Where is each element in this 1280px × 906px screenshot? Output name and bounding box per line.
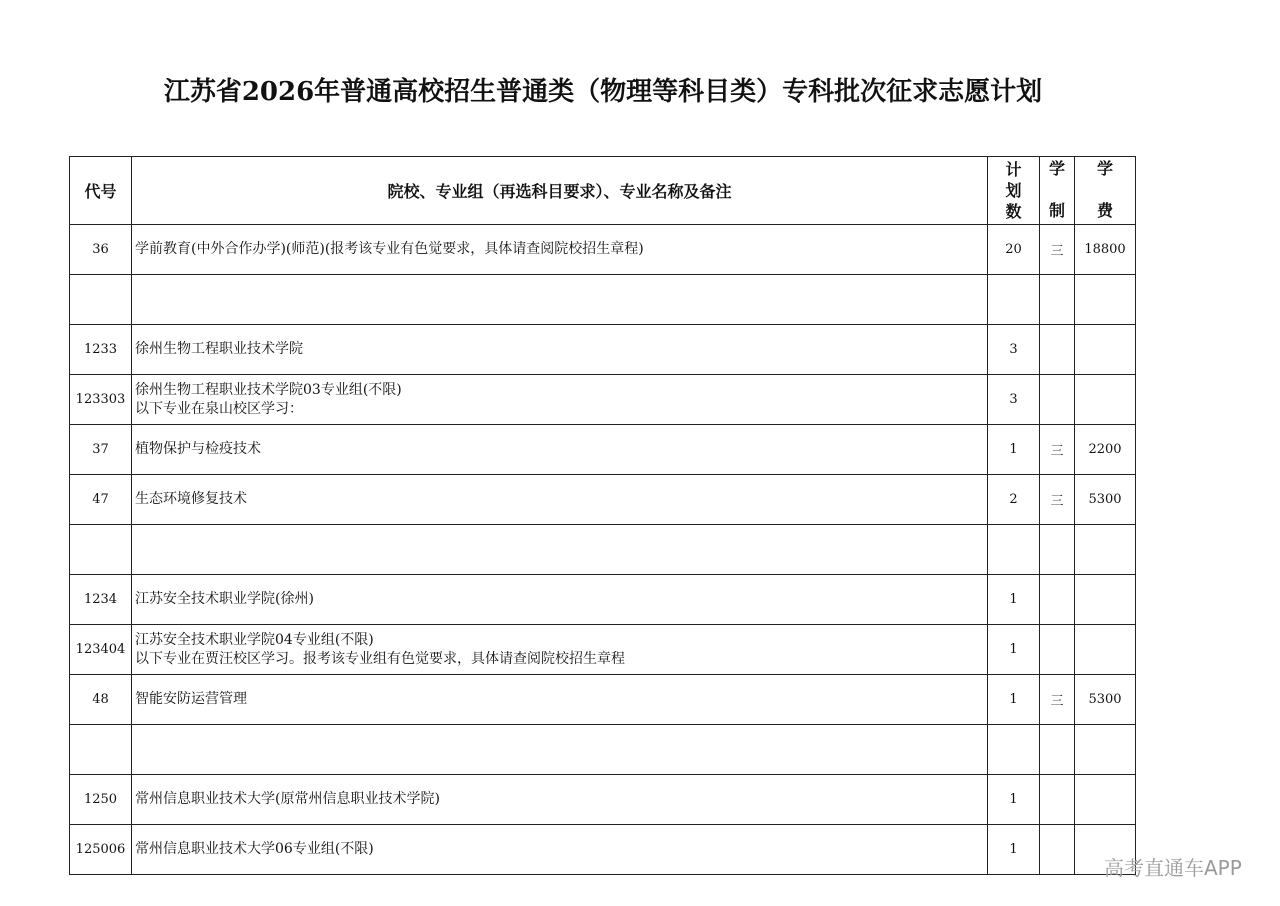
cell-plan: 1 <box>988 575 1040 625</box>
header-fee-char: 学 <box>1096 159 1113 178</box>
cell-name-line: 徐州生物工程职业技术学院03专业组(不限) <box>135 381 402 398</box>
header-plan-char: 数 <box>1005 202 1022 221</box>
cell-name-line: 学前教育(中外合作办学)(师范)(报考该专业有色觉要求，具体请查阅院校招生章程) <box>135 241 644 257</box>
cell-years <box>1040 325 1075 375</box>
cell-code: 1233 <box>70 325 132 375</box>
cell-name-line: 江苏安全技术职业学院04专业组(不限) <box>135 631 374 648</box>
cell-name <box>132 275 988 325</box>
cell-code <box>70 725 132 775</box>
cell-name-line: 常州信息职业技术大学06专业组(不限) <box>135 841 374 857</box>
cell-years <box>1040 625 1075 675</box>
cell-name-line: 生态环境修复技术 <box>135 491 247 507</box>
table-row <box>70 225 1136 275</box>
cell-name <box>132 675 988 725</box>
header-plan <box>988 157 1040 225</box>
cell-years: 三 <box>1040 475 1075 525</box>
cell-fee: 5300 <box>1075 675 1136 725</box>
cell-fee: 18800 <box>1075 225 1136 275</box>
cell-years <box>1040 575 1075 625</box>
cell-plan: 2 <box>988 475 1040 525</box>
cell-code: 47 <box>70 475 132 525</box>
cell-name <box>132 375 988 425</box>
cell-years <box>1040 375 1075 425</box>
table-row <box>70 575 1136 625</box>
cell-name-line: 以下专业在贾汪校区学习。报考该专业组有色觉要求，具体请查阅院校招生章程 <box>135 650 625 667</box>
cell-code: 125006 <box>70 825 132 875</box>
cell-code: 123404 <box>70 625 132 675</box>
cell-plan: 3 <box>988 325 1040 375</box>
header-plan-char: 划 <box>1005 181 1022 200</box>
cell-plan <box>988 525 1040 575</box>
cell-name <box>132 825 988 875</box>
cell-years <box>1040 825 1075 875</box>
cell-plan <box>988 725 1040 775</box>
cell-fee <box>1075 775 1136 825</box>
table-row <box>70 775 1136 825</box>
cell-name <box>132 325 988 375</box>
cell-name <box>132 575 988 625</box>
cell-plan: 1 <box>988 675 1040 725</box>
table-header-row <box>70 157 1136 225</box>
cell-plan: 3 <box>988 375 1040 425</box>
cell-fee <box>1075 575 1136 625</box>
watermark-text: 高考直通车APP <box>1104 856 1242 880</box>
cell-name <box>132 525 988 575</box>
cell-years: 三 <box>1040 425 1075 475</box>
cell-years <box>1040 275 1075 325</box>
cell-fee <box>1075 525 1136 575</box>
cell-name-line: 植物保护与检疫技术 <box>135 441 261 457</box>
cell-plan: 1 <box>988 775 1040 825</box>
table-row <box>70 325 1136 375</box>
cell-years <box>1040 775 1075 825</box>
cell-fee <box>1075 325 1136 375</box>
cell-name <box>132 625 988 675</box>
cell-fee <box>1075 625 1136 675</box>
table-row <box>70 825 1136 875</box>
header-years-char: 制 <box>1048 201 1065 220</box>
table-row <box>70 525 1136 575</box>
table-row <box>70 475 1136 525</box>
cell-plan: 1 <box>988 825 1040 875</box>
cell-plan: 1 <box>988 625 1040 675</box>
document-title: 江苏省2026年普通高校招生普通类（物理等科目类）专科批次征求志愿计划 <box>163 77 1043 107</box>
header-years <box>1040 157 1075 225</box>
cell-name <box>132 475 988 525</box>
cell-fee: 2200 <box>1075 425 1136 475</box>
cell-name-line: 以下专业在泉山校区学习： <box>135 400 303 417</box>
cell-fee <box>1075 275 1136 325</box>
enrollment-plan-table <box>69 156 1136 875</box>
cell-years <box>1040 725 1075 775</box>
header-years-char: 学 <box>1048 159 1065 178</box>
cell-fee <box>1075 725 1136 775</box>
cell-name <box>132 425 988 475</box>
cell-name-line: 智能安防运营管理 <box>135 691 247 707</box>
cell-name <box>132 775 988 825</box>
cell-code: 1250 <box>70 775 132 825</box>
cell-name-line: 徐州生物工程职业技术学院 <box>135 341 303 357</box>
cell-plan <box>988 275 1040 325</box>
header-code-label: 代号 <box>84 182 117 201</box>
cell-fee: 5300 <box>1075 475 1136 525</box>
cell-plan: 20 <box>988 225 1040 275</box>
cell-years: 三 <box>1040 675 1075 725</box>
header-fee-char: 费 <box>1096 201 1113 220</box>
header-plan-char: 计 <box>1005 160 1022 179</box>
table-body <box>70 225 1136 875</box>
cell-name-line: 常州信息职业技术大学(原常州信息职业技术学院) <box>135 791 440 807</box>
cell-code: 37 <box>70 425 132 475</box>
table-row <box>70 275 1136 325</box>
cell-code: 1234 <box>70 575 132 625</box>
cell-fee <box>1075 375 1136 425</box>
header-name-label: 院校、专业组（再选科目要求）、专业名称及备注 <box>387 182 732 201</box>
cell-name-line: 江苏安全技术职业学院(徐州) <box>135 591 314 607</box>
header-name <box>132 157 988 225</box>
table-row <box>70 725 1136 775</box>
table-row <box>70 425 1136 475</box>
cell-code <box>70 525 132 575</box>
cell-name <box>132 725 988 775</box>
header-code <box>70 157 132 225</box>
cell-code <box>70 275 132 325</box>
table-row <box>70 675 1136 725</box>
cell-code: 48 <box>70 675 132 725</box>
cell-name <box>132 225 988 275</box>
cell-years: 三 <box>1040 225 1075 275</box>
cell-plan: 1 <box>988 425 1040 475</box>
table-row <box>70 625 1136 675</box>
table-row <box>70 375 1136 425</box>
cell-years <box>1040 525 1075 575</box>
cell-code: 36 <box>70 225 132 275</box>
header-fee <box>1075 157 1136 225</box>
cell-code: 123303 <box>70 375 132 425</box>
